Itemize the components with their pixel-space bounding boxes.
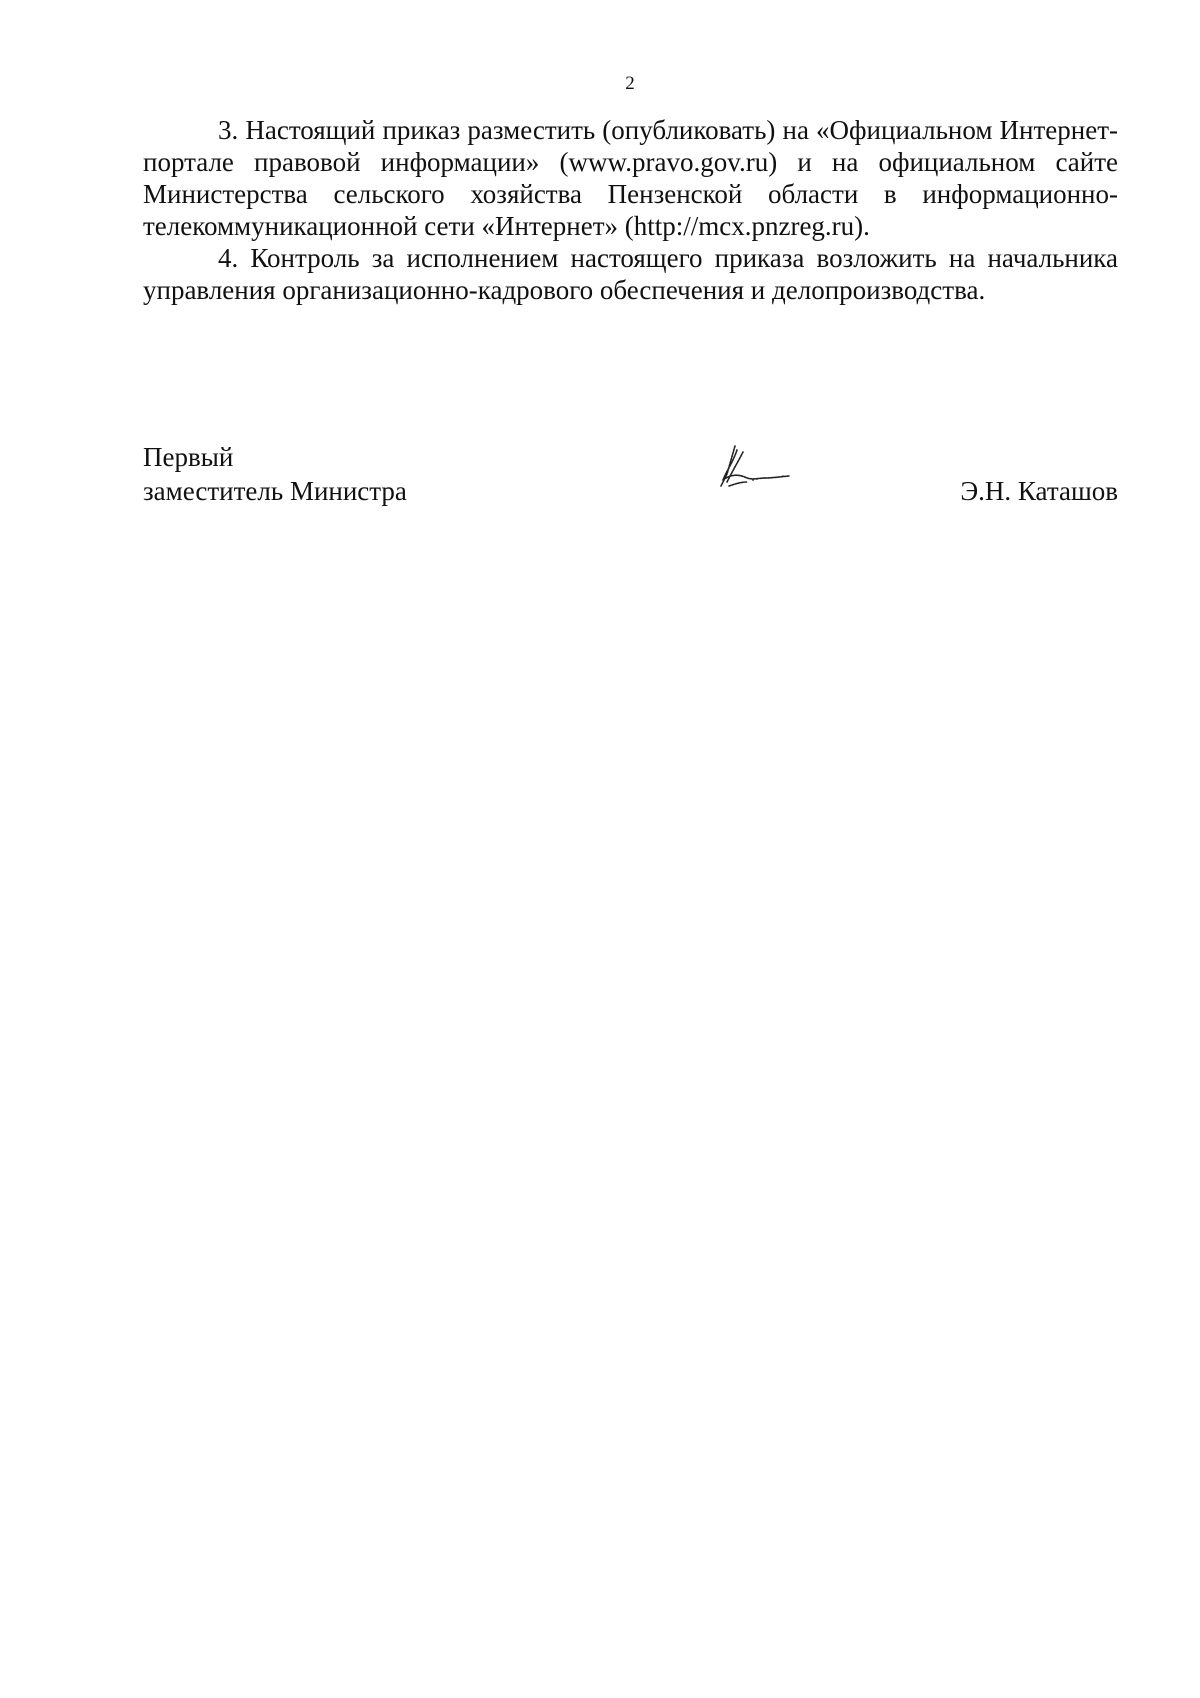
signatory-name: Э.Н. Каташов	[960, 476, 1118, 506]
signatory-title-line2: заместитель Министра	[143, 476, 407, 506]
paragraph-4: 4. Контроль за исполнением настоящего приказа возложить на начальника управления организационно-кадрового обеспечения и делопроизводства.	[143, 243, 1118, 305]
signatory-title	[143, 440, 407, 508]
page-number: 2	[625, 73, 635, 94]
signature-block	[143, 440, 1118, 520]
document-body	[143, 114, 1118, 306]
handwritten-signature-icon	[713, 440, 793, 494]
signatory-title-line1: Первый	[143, 442, 234, 472]
paragraph-3: 3. Настоящий приказ разместить (опубликовать) на «Официальном Интернет-портале правовой информации» (www.pravo.gov.ru) и на официальном сайте Министерства сельского хозяйства Пензенской области в информационно-телекоммуникационной сети «Интернет» (http://mcx.pnzreg.ru).	[143, 115, 1118, 241]
